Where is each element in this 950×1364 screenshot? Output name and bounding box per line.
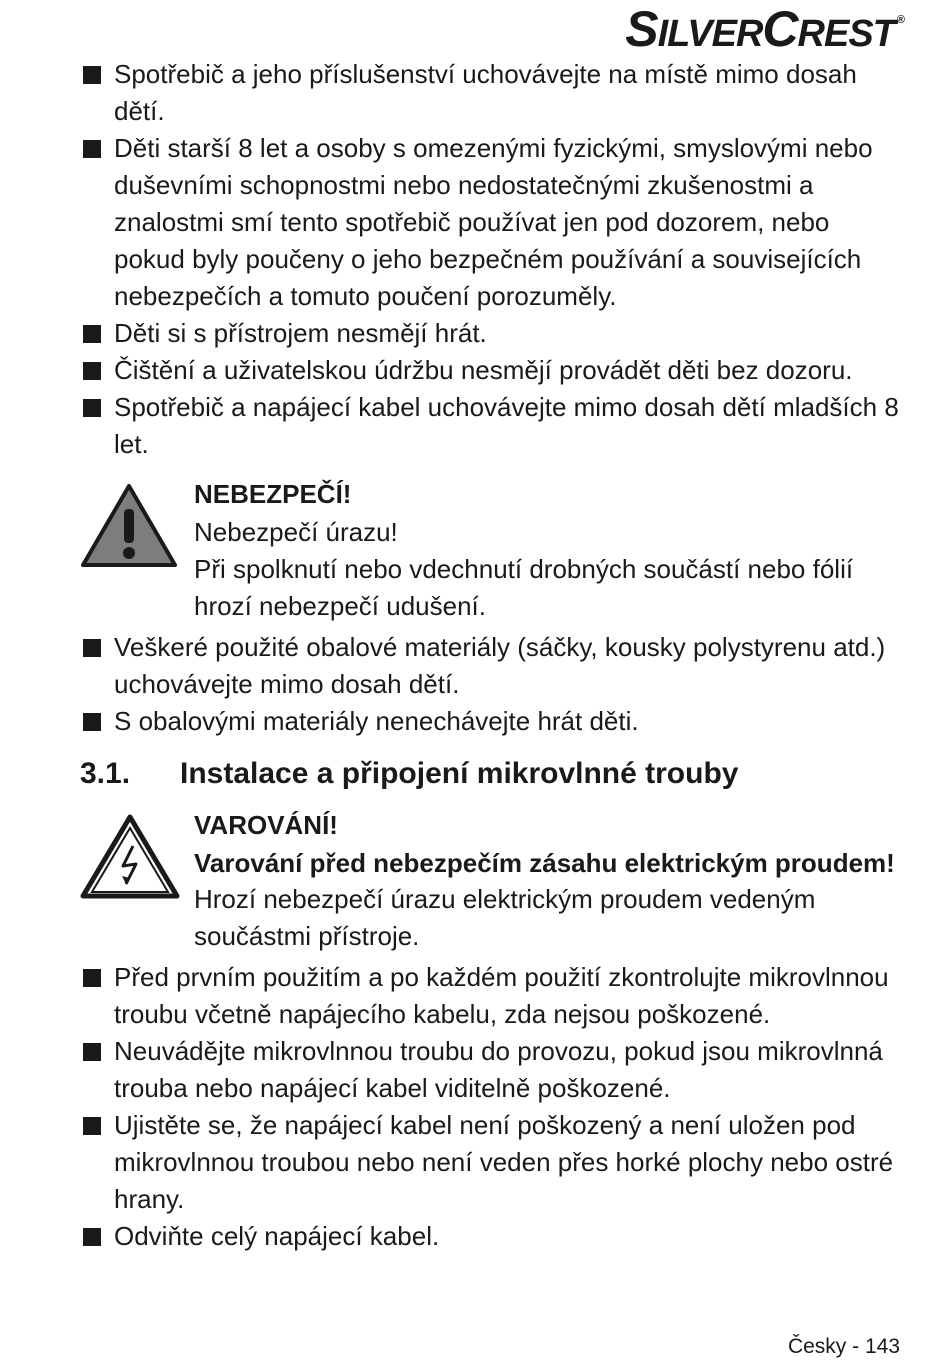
list-item: Odviňte celý napájecí kabel. [80, 1218, 900, 1255]
warning-text: Hrozí nebezpečí úrazu elektrickým proudem vedeným součástmi přístroje. [194, 884, 816, 951]
list-item: S obalovými materiály nenechávejte hrát děti. [80, 703, 900, 740]
warning-exclamation-icon [80, 483, 178, 574]
list-item: Ujistěte se, že napájecí kabel není poškozený a není uložen pod mikrovlnnou troubou nebo není veden přes horké plochy nebo ostré hrany. [80, 1107, 900, 1218]
list-item: Děti starší 8 let a osoby s omezenými fyzickými, smyslovými nebo duševními schopnostmi nebo nedostatečnými zkušenostmi a znalostmi smí tento spotřebič používat jen pod dozorem, nebo pokud byly poučeny o jeho bezpečném používání a souvisejících nebezpečích a tomuto poučení porozuměly. [80, 130, 900, 315]
list-item: Před prvním použitím a po každém použití zkontrolujte mikrovlnnou troubu včetně napájecího kabelu, zda nejsou poškozené. [80, 959, 900, 1033]
page-content [80, 56, 900, 1255]
danger-notice [80, 475, 900, 625]
warning-heading: VAROVÁNÍ! [194, 810, 338, 840]
warning-subheading: Varování před nebezpečím zásahu elektrickým proudem! [194, 848, 895, 878]
warning-notice [80, 806, 900, 955]
list-item: Čištění a uživatelskou údržbu nesmějí provádět děti bez dozoru. [80, 352, 900, 389]
list-item: Neuvádějte mikrovlnnou troubu do provozu, pokud jsou mikrovlnná trouba nebo napájecí kabel viditelně poškozené. [80, 1033, 900, 1107]
danger-text: Při spolknutí nebo vdechnutí drobných součástí nebo fólií hrozí nebezpečí udušení. [194, 554, 854, 621]
page-number: Česky - 143 [787, 1335, 900, 1358]
list-item: Veškeré použité obalové materiály (sáčky, kousky polystyrenu atd.) uchovávejte mimo dosah dětí. [80, 629, 900, 703]
list-item: Děti si s přístrojem nesmějí hrát. [80, 315, 900, 352]
section-heading [80, 754, 900, 794]
section-title: Instalace a připojení mikrovlnné trouby [180, 757, 739, 790]
registered-mark: ® [896, 14, 904, 26]
silvercrest-logo: SILVERCREST ® [625, 1, 904, 57]
list-item: Spotřebič a napájecí kabel uchovávejte mimo dosah dětí mladších 8 let. [80, 389, 900, 463]
danger-line: Nebezpečí úrazu! [194, 517, 398, 547]
electric-shock-icon [80, 814, 180, 905]
list-item: Spotřebič a jeho příslušenství uchovávejte na místě mimo dosah dětí. [80, 56, 900, 130]
danger-heading: NEBEZPEČÍ! [194, 479, 352, 509]
section-number: 3.1. [80, 757, 131, 790]
